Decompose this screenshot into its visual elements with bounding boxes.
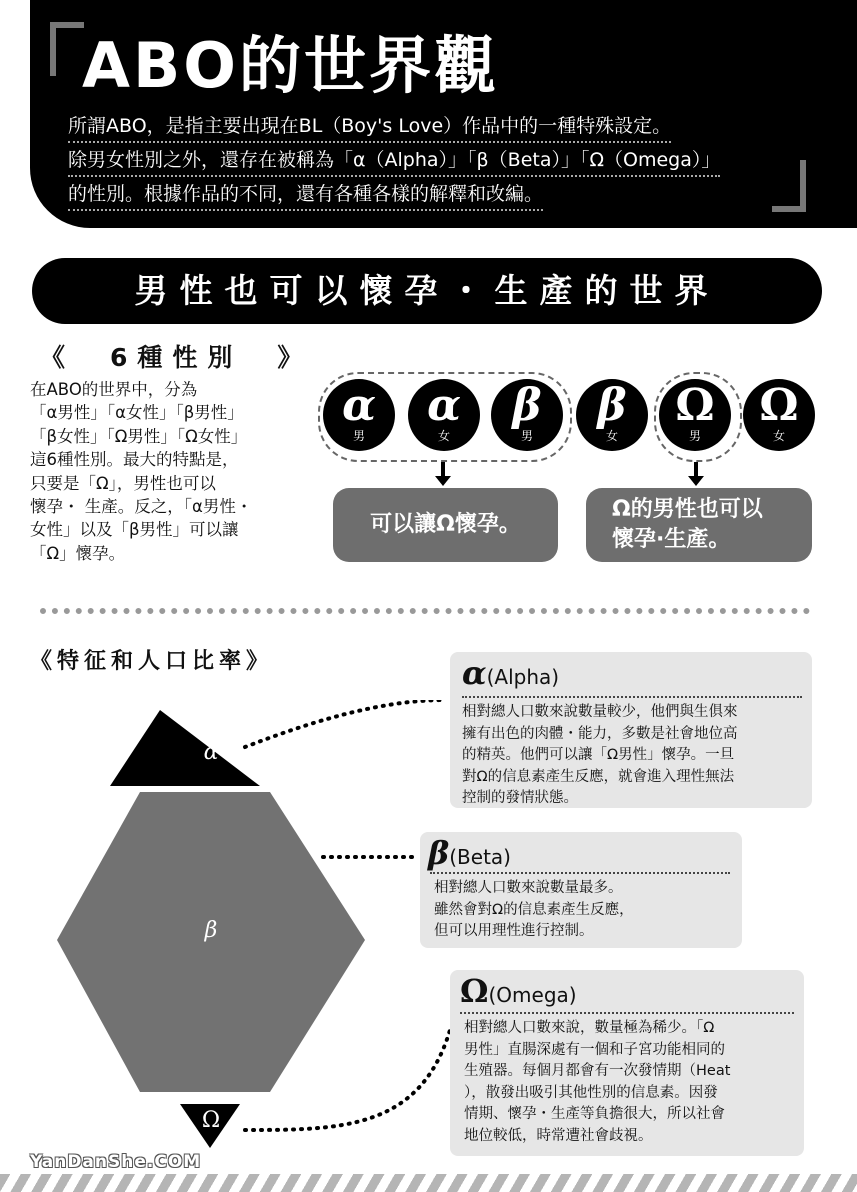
description-line: 「β女性」「Ω男性」「Ω女性」	[30, 426, 248, 446]
gender-badge-beta-female: β 女	[576, 379, 648, 451]
alpha-heading: α(Alpha)	[462, 654, 560, 692]
gender-badge-alpha-female: α 女	[408, 379, 480, 451]
omega-description: 相對總人口數來說，數量極為稀少。「Ω 男性」直腸深處有一個和子宮功能相同的 生殖器。每個月都會有一次發情期（Heat ），散發出吸引其他性別的信息素。因發 情期、懷孕・生產等負擔很大，所以社會 地位較低，時常遭社會歧視。	[464, 1020, 731, 1144]
alpha-triangle	[110, 710, 260, 786]
section-heading-traits: 《特征和人口比率》	[30, 649, 274, 674]
dotted-divider	[40, 608, 810, 614]
description-line: 「α男性」「α女性」「β男性」	[30, 403, 244, 423]
alpha-info-box	[450, 652, 812, 808]
intro-line: 除男女性別之外，還存在被稱為「α（Alpha）」「β（Beta）」「Ω（Omega）」	[68, 146, 720, 177]
note-line: 懷孕·生產。	[612, 527, 731, 552]
dotted-rule	[460, 1012, 794, 1014]
striped-footer	[0, 1174, 857, 1192]
watermark: YanDanShe.COM	[30, 1152, 202, 1172]
note-can-impregnate-omega: 可以讓Ω懷孕。	[333, 488, 558, 562]
omega-shape-label: Ω	[201, 1108, 221, 1133]
alpha-description: 相對總人口數來說數量較少，他們與生俱來 擁有出色的肉體・能力，多數是社會地位高 的精英。他們可以讓「Ω男性」懷孕。一旦 對Ω的信息素產生反應，就會進入理性無法 控制的發情狀態。	[462, 704, 738, 806]
population-ratio-diagram	[40, 700, 460, 1170]
gender-badge-omega-male: Ω 男	[659, 379, 731, 451]
gender-badge-beta-male: β 男	[491, 379, 563, 451]
page-title: ABO的世界觀	[82, 29, 499, 102]
bracket-top-left	[50, 22, 84, 76]
arrow-down-icon	[688, 476, 704, 486]
section-banner: 男性也可以懷孕・生產的世界	[32, 258, 822, 324]
intro-line: 的性別。根據作品的不同，還有各種各樣的解釋和改編。	[68, 180, 543, 211]
description-line: 懷孕・ 生產。反之，「α男性・	[30, 497, 253, 517]
bracket-bottom-right	[772, 160, 806, 212]
alpha-connector	[245, 700, 445, 747]
beta-heading: β(Beta)	[428, 834, 511, 872]
beta-shape-label: β	[204, 918, 218, 943]
note-omega-male-pregnancy	[586, 488, 812, 562]
beta-info-box	[420, 832, 742, 948]
description-line: 在ABO的世界中，分為	[30, 380, 198, 399]
description-line: 「Ω」懷孕。	[30, 543, 126, 563]
dotted-rule	[430, 872, 730, 874]
arrow-down-icon	[435, 476, 451, 486]
description-line: 只要是「Ω」，男性也可以	[30, 473, 216, 493]
note-line: Ω的男性也可以	[612, 497, 763, 522]
section-heading-genders: 《 6種性別 》	[40, 343, 313, 372]
description-line: 女性」以及「β男性」可以讓	[30, 520, 239, 540]
dotted-rule	[462, 696, 802, 698]
gender-badge-omega-female: Ω 女	[743, 379, 815, 451]
omega-info-box	[450, 970, 804, 1156]
genders-description	[30, 378, 312, 565]
intro-line: 所謂ABO，是指主要出現在BL（Boy's Love）作品中的一種特殊設定。	[68, 112, 671, 143]
omega-heading: Ω(Omega)	[460, 972, 577, 1010]
beta-description: 相對總人口數來說數量最多。 雖然會對Ω的信息素產生反應， 但可以用理性進行控制。	[434, 880, 634, 939]
alpha-shape-label: α	[203, 740, 219, 765]
gender-badge-alpha-male: α 男	[323, 379, 395, 451]
description-line: 這6種性別。最大的特點是，	[30, 450, 239, 470]
